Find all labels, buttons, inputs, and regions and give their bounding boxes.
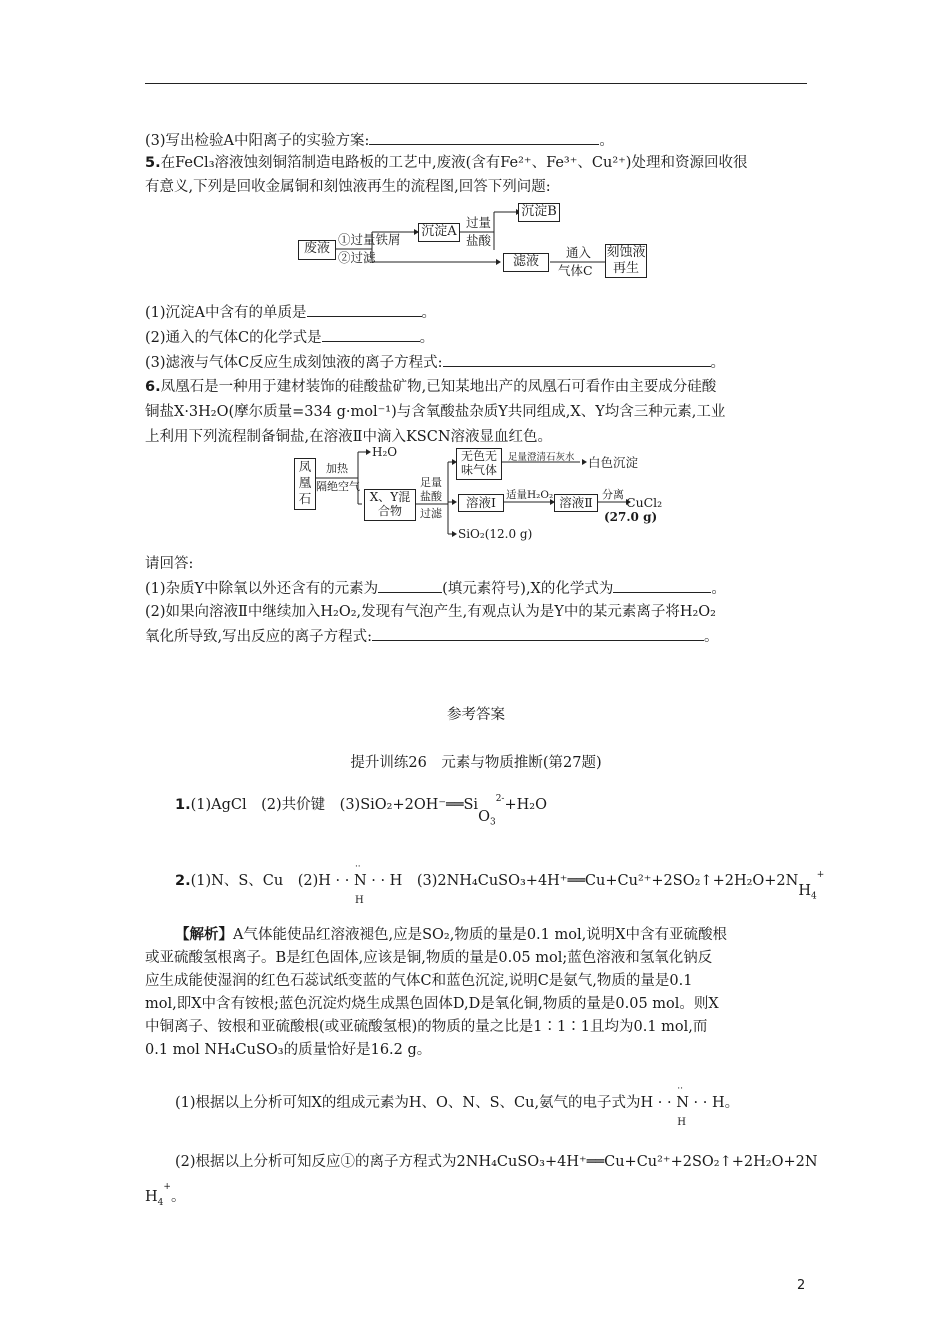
q5-line1: 5.在FeCl₃溶液蚀刻铜箔制造电路板的工艺中,废液(含有Fe²⁺、Fe³⁺、Cu²⁺)处理和资源回收很 [145,155,748,171]
analysis-part2: (2)根据以上分析可知反应①的离子方程式为2NH₄CuSO₃+4H⁺══Cu+Cu²⁺+2SO₂↑+2H₂O+2N [175,1154,818,1170]
q5-part3: (3)滤液与气体C反应生成刻蚀液的离子方程式: 。 [145,351,810,374]
ammonia-n: ·· N H [676,1084,689,1128]
flow-acid-a: 过量 [466,215,492,230]
analysis-part1: (1)根据以上分析可知X的组成元素为H、O、N、S、Cu,氨气的电子式为H · · ·· N H · · H。 [175,1084,740,1128]
q6-line1: 6.凤凰石是一种用于建材装饰的硅酸盐矿物,已知某地出产的凤凰石可看作由主要成分硅酸 [145,379,717,395]
q6-part1: (1)杂质Y中除氧以外还含有的元素为 (填元素符号),X的化学式为 。 [145,577,810,600]
flow-water: H₂O [372,445,398,459]
flow-white: 白色沉淀 [588,455,639,470]
flow-step1a: ①过量铁屑 [338,232,401,247]
flow-cucl2-mass: (27.0 g) [604,510,658,524]
flow-acid-2: 盐酸 [420,490,442,503]
flow-regen: 刻蚀液 再生 [606,245,646,276]
flow-acid-b: 盐酸 [466,233,492,248]
flow-gas: 无色无 味气体 [456,448,502,480]
q6-line2: 铜盐X·3H₂O(摩尔质量=334 g·mol⁻¹)与含氧酸盐杂质Y共同组成,X、Y均含三种元素,工业 [145,404,726,420]
q5-part1: (1)沉淀A中含有的单质是 。 [145,301,810,324]
ion-nh4: $H_4^+$ [798,870,825,902]
ion-nh4: $H_4^+$ [145,1182,171,1208]
answer-blank[interactable] [372,625,704,641]
q5-line2: 有意义,下列是回收金属铜和刻蚀液再生的流程图,回答下列问题: [145,179,551,195]
flow-cucl2: CuCl₂ [626,495,663,510]
flow-sol2: 溶液Ⅱ [554,494,598,512]
page-number: 2 [797,1278,806,1293]
flow-gas-b: 气体C [558,263,593,278]
flow-precipB: 沉淀B [518,203,560,222]
answers-subheading: 提升训练26 元素与物质推断(第27题) [350,755,602,771]
flow-step1b: ②过滤 [338,250,376,265]
ion-o3: $O_3^{2-}$ [478,794,505,828]
q6-line3: 上利用下列流程制备铜盐,在溶液Ⅱ中滴入KSCN溶液显血红色。 [145,429,553,445]
flow-waste: 废液 [298,240,336,260]
flow-filtrate: 滤液 [503,253,549,272]
q6-ask: 请回答: [145,556,194,572]
analysis-part2-cont: $H_4^+$。 [145,1182,186,1208]
flow-heat: 加热 [326,462,348,475]
q6-part2-line2: 氧化所导致,写出反应的离子方程式: 。 [145,625,810,648]
analysis: 【解析】A气体能使品红溶液褪色,应是SO₂,物质的量是0.1 mol,说明X中含有亚硫酸根 或亚硫酸氢根离子。B是红色固体,应该是铜,物质的量是0.05 mol;蓝色溶液和氢氧化钠反 应生成能使湿润的红色石蕊试纸变蓝的气体C和蓝色沉淀,说明C是氨气,物质的量是0.1 mol,即X中含有铵根;蓝色沉淀灼烧生成黑色固体D,D是氧化铜,物质的量是0.05 mol。则X 中铜离子、铵根和亚硫酸根(或亚硫酸氢根)的物质的量之比是1∶1∶1且均为0.1 mol,而 0.1 mol NH₄CuSO₃的质量恰好是16.2 g。 [145,927,728,1058]
flow-h2o2: 适量H₂O₂ [506,489,554,501]
flow-separate: 分离 [602,488,624,501]
answer-1: 1.(1)AgCl (2)共价键 (3)SiO₂+2OH⁻══SiO$_3^{2-}$+H₂O [175,790,840,822]
flow-limewater: 足量澄清石灰水 [508,452,575,463]
flow-precipA: 沉淀A [418,223,460,242]
answer-2: 2.(1)N、S、Cu (2)H · · ·· N H · · H $(3)2NH_4CuSO_3+4H^+══Cu+Cu^{2+}+2SO_2↑+2H_2O+2NH_4^+$ [175,861,825,906]
q6-part2-line1: (2)如果向溶液Ⅱ中继续加入H₂O₂,发现有气泡产生,有观点认为是Y中的某元素离子将H₂O₂ [145,604,716,620]
q5-part2: (2)通入的气体C的化学式是 。 [145,326,810,349]
flow-sio2: SiO₂(12.0 g) [458,527,533,541]
ammonia-n: ·· N H [353,861,367,906]
flow-isolate: 隔绝空气 [316,480,360,493]
flow-stone: 凤 凰 石 [294,458,316,510]
flow-gas-a: 通入 [566,245,592,260]
answer-blank[interactable] [378,577,442,593]
answer-blank[interactable] [613,577,711,593]
flow-mix: X、Y混 合物 [364,489,416,521]
answers-heading: 参考答案 [447,707,505,723]
q4-part3: (3)写出检验A中阳离子的实验方案: 。 [145,129,810,152]
flow-acid-1: 足量 [420,476,442,489]
flow-filter: 过滤 [420,507,442,520]
flow-sol1: 溶液Ⅰ [458,494,504,512]
